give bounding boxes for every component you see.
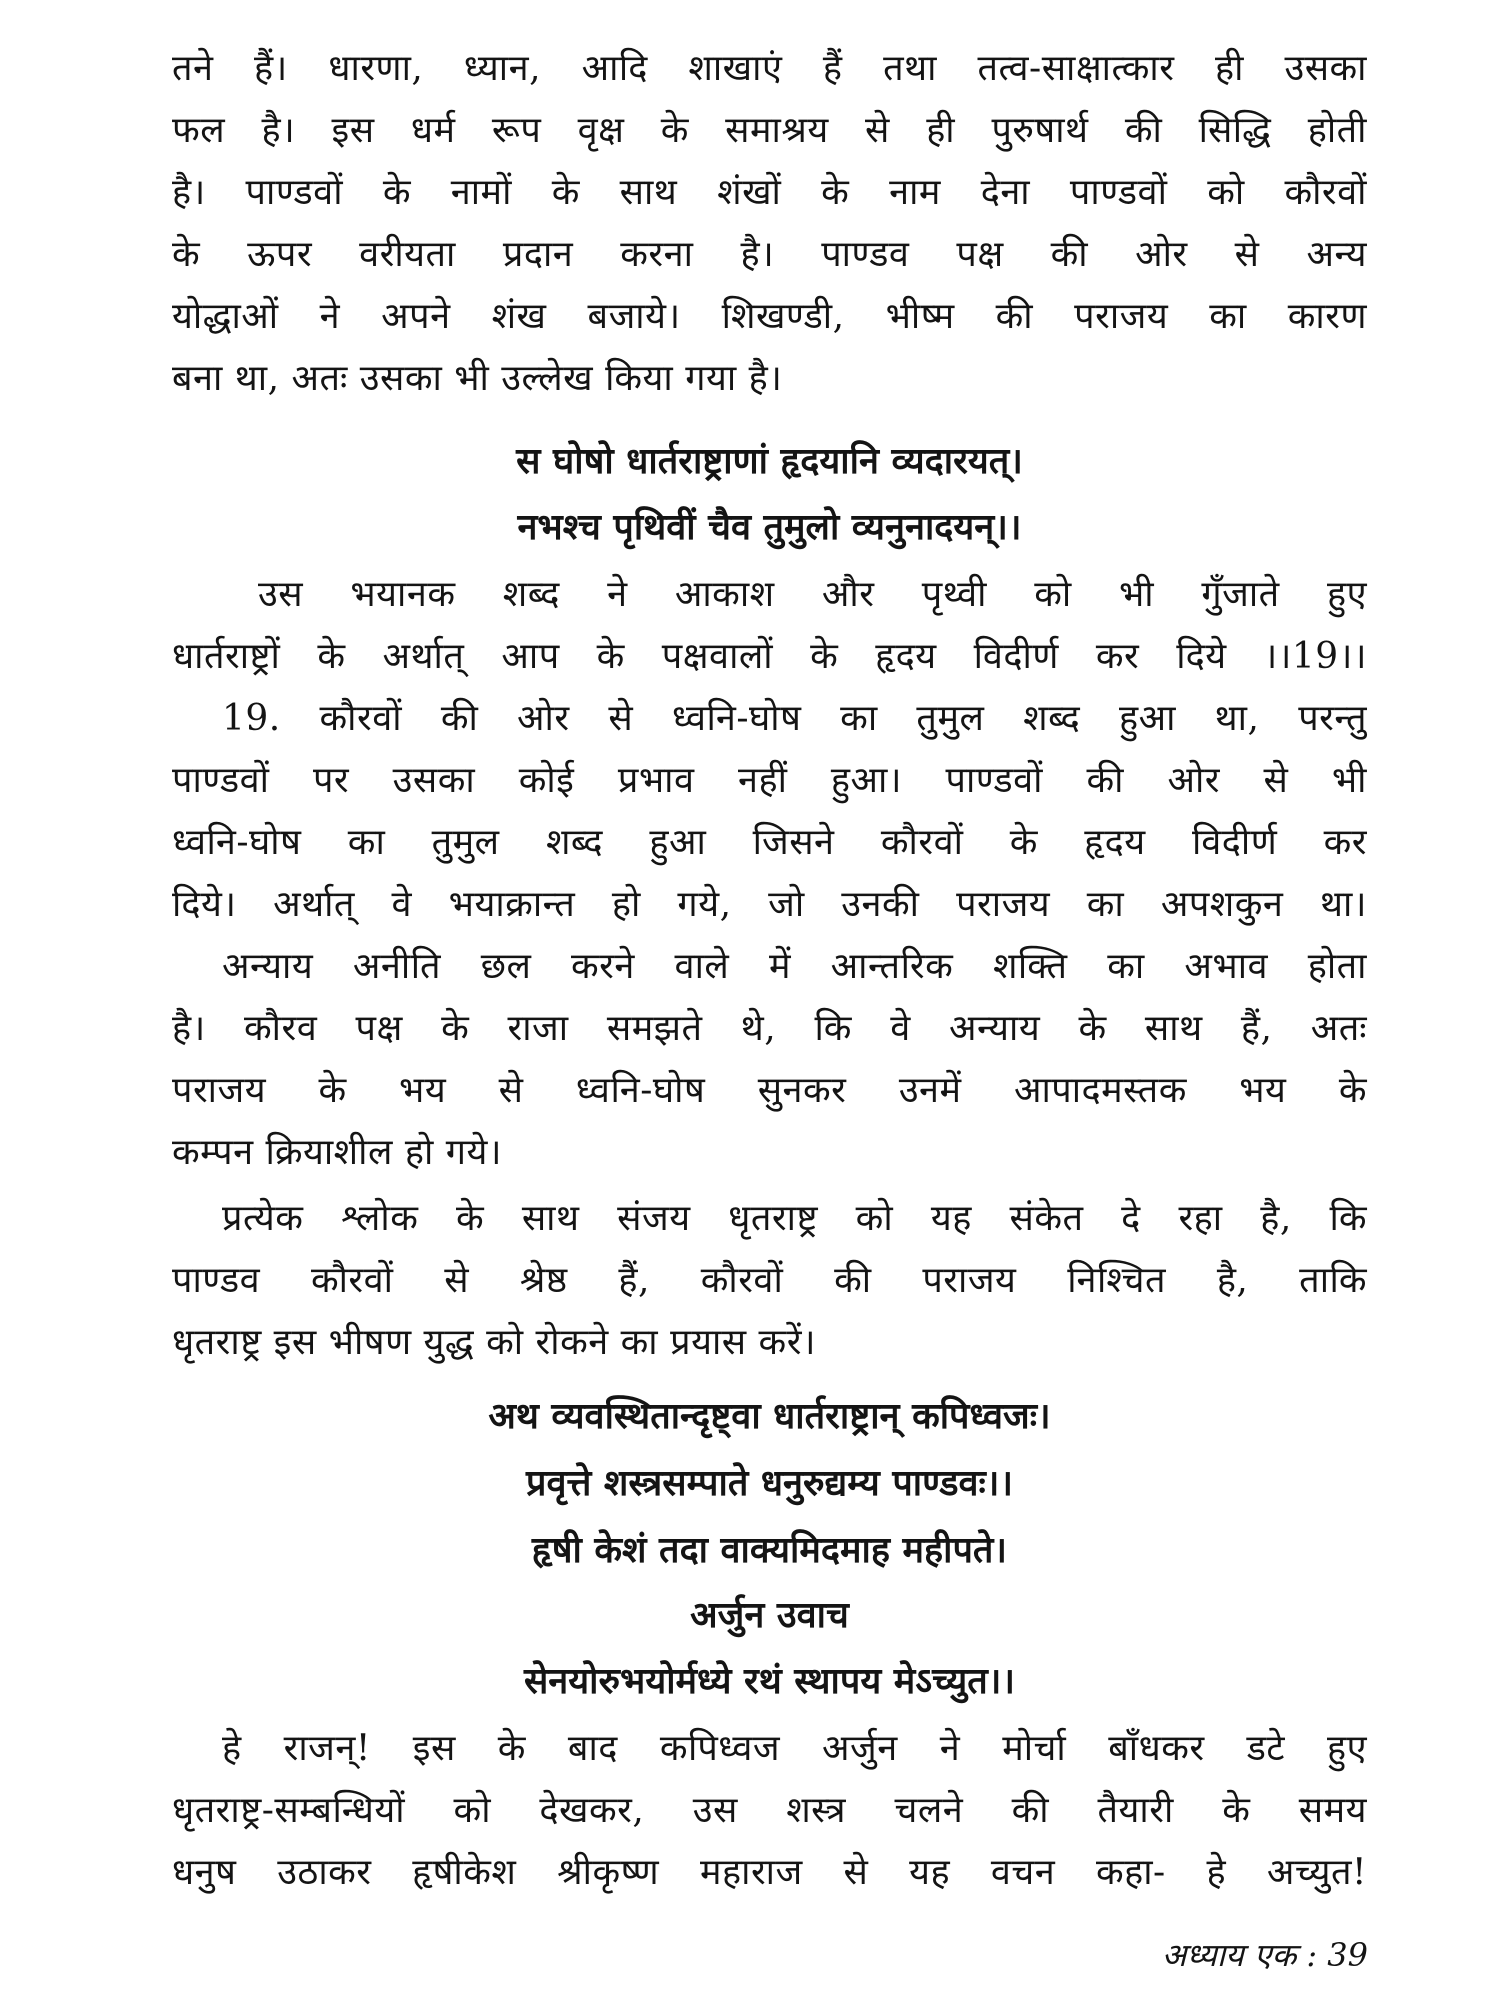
paragraph-line: धनुष उठाकर हृषीकेश श्रीकृष्ण महाराज से यह वचन कहा- हे अच्युत! (172, 1852, 1367, 1893)
verse-line: नभश्च पृथिवीं चैव तुमुलो व्यनुनादयन्।। (517, 506, 1022, 548)
paragraph-line: तने हैं। धारणा, ध्यान, आदि शाखाएं हैं तथा तत्व-साक्षात्कार ही उसका (172, 48, 1367, 89)
paragraph-line: ध्वनि-घोष का तुमुल शब्द हुआ जिसने कौरवों के हृदय विदीर्ण कर (172, 822, 1367, 863)
paragraph-line: बना था, अतः उसका भी उल्लेख किया गया है। (172, 358, 783, 399)
verse-line: अथ व्यवस्थितान्दृष्ट्वा धार्तराष्ट्रान् कपिध्वजः। (488, 1395, 1051, 1437)
verse-line: स घोषो धार्तराष्ट्राणां हृदयानि व्यदारयत्। (516, 440, 1023, 482)
paragraph-line: प्रत्येक श्लोक के साथ संजय धृतराष्ट्र को यह संकेत दे रहा है, कि (222, 1198, 1367, 1239)
paragraph-line: है। पाण्डवों के नामों के साथ शंखों के नाम देना पाण्डवों को कौरवों (172, 172, 1367, 213)
paragraph-line: हे राजन्! इस के बाद कपिध्वज अर्जुन ने मोर्चा बाँधकर डटे हुए (222, 1728, 1367, 1769)
paragraph-line: धार्तराष्ट्रों के अर्थात् आप के पक्षवालों के हृदय विदीर्ण कर दिये ।।19।। (172, 636, 1367, 677)
paragraph-line: उस भयानक शब्द ने आकाश और पृथ्वी को भी गुँजाते हुए (258, 574, 1367, 615)
paragraph-line: पाण्डवों पर उसका कोई प्रभाव नहीं हुआ। पाण्डवों की ओर से भी (172, 760, 1367, 801)
paragraph-line: योद्धाओं ने अपने शंख बजाये। शिखण्डी, भीष्म की पराजय का कारण (172, 296, 1367, 337)
page-footer-chapter: अध्याय एक : 39 (1161, 1936, 1368, 1974)
verse-line: प्रवृत्ते शस्त्रसम्पाते धनुरुद्यम्य पाण्डवः।। (525, 1462, 1014, 1504)
verse-line: सेनयोरुभयोर्मध्ये रथं स्थापय मेऽच्युत।। (523, 1660, 1016, 1702)
paragraph-line: के ऊपर वरीयता प्रदान करना है। पाण्डव पक्ष की ओर से अन्य (172, 234, 1367, 275)
paragraph-line: पराजय के भय से ध्वनि-घोष सुनकर उनमें आपादमस्तक भय के (172, 1070, 1367, 1111)
paragraph-line: फल है। इस धर्म रूप वृक्ष के समाश्रय से ही पुरुषार्थ की सिद्धि होती (172, 110, 1367, 151)
paragraph-line: धृतराष्ट्र-सम्बन्धियों को देखकर, उस शस्त्र चलने की तैयारी के समय (172, 1790, 1367, 1831)
paragraph-line: धृतराष्ट्र इस भीषण युद्ध को रोकने का प्रयास करें। (172, 1322, 817, 1363)
paragraph-line: है। कौरव पक्ष के राजा समझते थे, कि वे अन्याय के साथ हैं, अतः (172, 1008, 1367, 1049)
paragraph-line: पाण्डव कौरवों से श्रेष्ठ हैं, कौरवों की पराजय निश्चित है, ताकि (172, 1260, 1367, 1301)
verse-line: हृषी केशं तदा वाक्यमिदमाह महीपते। (531, 1529, 1008, 1571)
paragraph-line: 19. कौरवों की ओर से ध्वनि-घोष का तुमुल शब्द हुआ था, परन्तु (222, 698, 1367, 739)
paragraph-line: कम्पन क्रियाशील हो गये। (172, 1132, 503, 1173)
verse-heading: अर्जुन उवाच (690, 1594, 849, 1636)
paragraph-line: अन्याय अनीति छल करने वाले में आन्तरिक शक्ति का अभाव होता (222, 946, 1367, 987)
paragraph-line: दिये। अर्थात् वे भयाक्रान्त हो गये, जो उनकी पराजय का अपशकुन था। (172, 884, 1367, 925)
